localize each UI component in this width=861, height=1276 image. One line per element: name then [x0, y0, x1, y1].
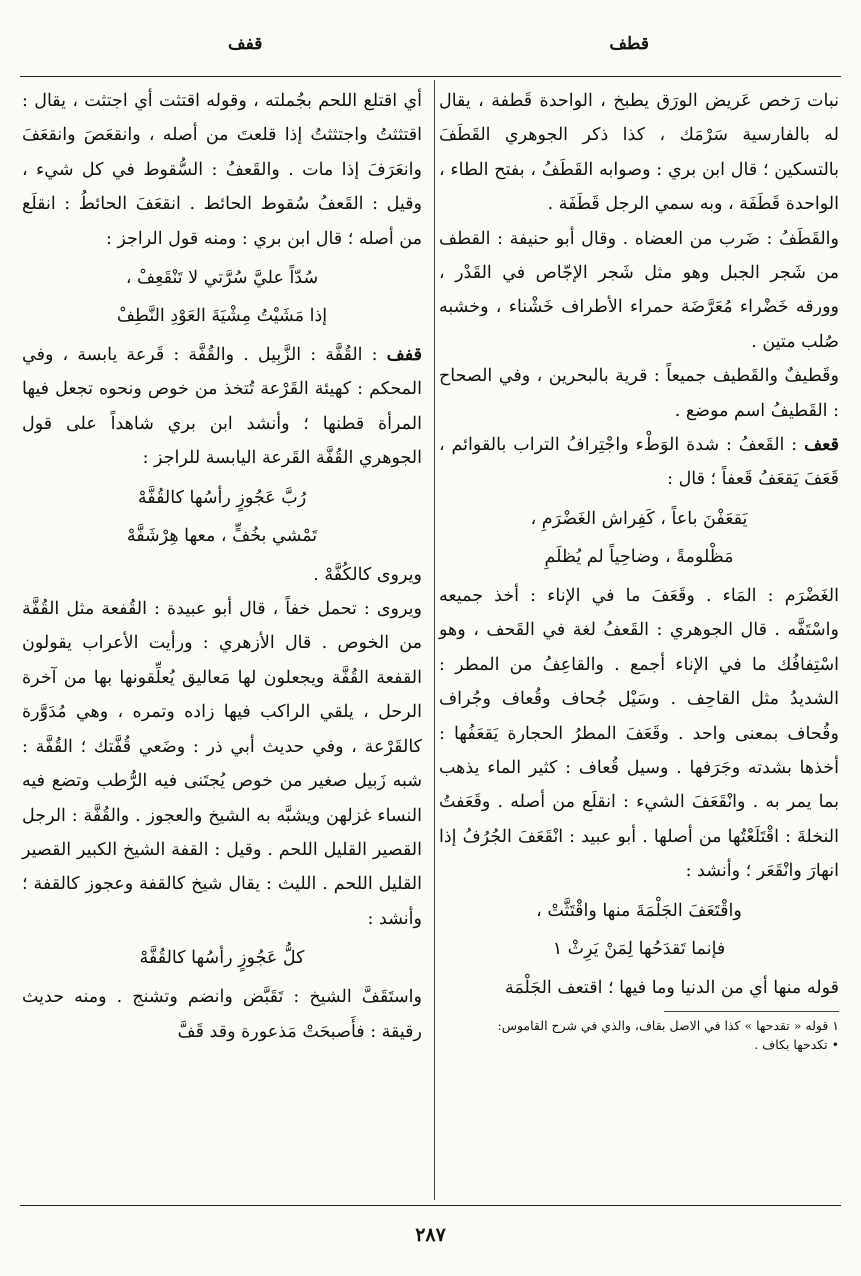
verse-line: إذا مَشَيْتُ مِشْيَةَ العَوْدِ النَّطِفْ — [116, 306, 328, 327]
paragraph: والقَطَفُ : ضَرب من العضاه . وقال أبو حنيفة : القطف من شَجر الجبل وهو مثل شَجر الإجّاص في القَدْر ، وورقه خَضْراء مُعَرَّضَة حمراء الأطراف خَشْناء ، وخشبه صُلب متين . — [439, 228, 839, 352]
bottom-rule — [20, 1205, 841, 1206]
verse-line: رُبَّ عَجُوزٍ رأسُها كالقُفَّهْ — [137, 487, 307, 508]
paragraph: الغَضْرَم : المَاء . وقَعَفَ ما في الإناء : أخذ جميعه واسْتَفَّه . قال الجوهري : القَعفُ لغة في القَحف ، وهو اسْتِفافُك ما في الإناء أجمع . والقاعِفُ من المطر : الشديدُ مثل القاحِف . وسَيْل جُحاف وقُعاف وجُراف وقُحاف بمعنى واحد . وقَعَفَ المطرُ الحجارة يَقعَفُها : أخذها بشدته وجَرَفها . وسيل قُعاف : كثير الماء يذهب بما يمر به . وانْقَعَفَ الشيء : انقلَع من أصله . وقَعَفتُ النخلةَ : اقْتَلَعْتُها من أصلها . أبو عبيد : انْقَعَفَ الجُرُفُ إذا انهارَ وانْقَعَر ؛ وأنشد : — [439, 585, 839, 882]
header-left-word: قفف — [228, 34, 263, 54]
paragraph: ويروى كالكُفَّهْ . — [313, 564, 422, 585]
entry-text: : القَعفُ : شدة الوَطْء واجْتِرافُ التراب بالقوائم ، قَعَفَ يَقعَفُ قَعفاً ؛ قال : — [439, 435, 839, 490]
paragraph: أي اقتلع اللحم بجُملته ، وقوله اقتثت أي اجتثت ، يقال : اقتثثتُ واجتثثتُ إذا قلعتَ من أصله ، وانقعَصَ وانقعَفَ وانعَرَفَ إذا مات . والقَعفُ : السُّقوط في كل شيء ، وقيل : القَعفُ سُقوط الحائط . انقعَفَ الحائطُ : انقلَع من أصله ؛ قال ابن بري : ومنه قول الراجز : — [22, 91, 422, 249]
top-rule — [20, 76, 841, 77]
entry-headword: قعف — [804, 435, 839, 456]
verse-line: سُدّاً عليَّ سُرَّتي لا تَنْقَعِفْ ، — [125, 268, 319, 289]
entry-paragraph — [22, 338, 422, 476]
verse-line: تَمْشي بخُفٍّ ، معها هِرْشَفَّهْ — [126, 525, 318, 546]
verse-line: كلُّ عَجُوزٍ رأسُها كالقُفَّهْ — [139, 948, 305, 969]
entry-paragraph — [439, 428, 839, 497]
paragraph: واستَقَفَّ الشيخ : تَقَبَّض وانضم وتشنج . ومنه حديث رقيقة : فأَصبحَتْ مَذعورة وقد قَفَّ — [22, 987, 422, 1042]
column-divider — [434, 80, 435, 1200]
verse-line: يَقعَفْنَ باعاً ، كَفِراش الغَضْرَمِ ، — [530, 508, 748, 529]
paragraph: قوله منها أي من الدنيا وما فيها ؛ اقتعف الجَلْمَة — [505, 977, 839, 998]
verse-line: واقْتَعَفَ الجَلْمَةَ منها واقْتَثَّتْ ، — [536, 900, 742, 921]
header-right-word: قطف — [609, 34, 649, 54]
paragraph: ويروى : تحمل خفاً ، قال أبو عبيدة : القُفعة مثل القُفَّة من الخوص . قال الأزهري : ورأيت الأعراب يقولون القفعة القُفَّة ويجعلون لها مَعاليق يُعلِّقونها بها من آخرة الرحل ، يلقي الراكب فيها زاده وتمره ، وهي مُدَوَّرة كالقَرْعة ، وفي حديث أبي ذر : وضَعي قُفَّتك ؛ القُفَّة : شبه زَبيل صغير من خوص يُجتَنى فيه الرُّطب وتضع فيه النساء غزلهن ويشبَّه به الشيخ والعجوز . والقُفَّة : الرجل القصير القليل اللحم . وقيل : القفة الشيخ الكبير القصير القليل اللحم . الليث : يقال شيخ كالقفة وعجوز كالقفة ؛ وأنشد : — [22, 599, 422, 929]
footnote: ١ قوله « تقدحها » كذا في الاصل بقاف، والذي في شرح القاموس: — [497, 1017, 839, 1033]
entry-text: : القُفَّة : الزَّبِيل . والقُفَّة : قَرعة يابسة ، وفي المحكم : كهيئة القَرْعة تُتخذ من خوص ونحوه تجعل فيها المرأة قطنها ؛ وأنشد ابن بري شاهداً على قول الجوهري القُفَّة القَرعة اليابسة للراجز : — [22, 345, 422, 469]
entry-headword: قفف — [386, 345, 422, 366]
paragraph: وقَطيفٌ والقَطيف جميعاً : قرية بالبحرين ، وفي الصحاح : القَطيفُ اسم موضع . — [439, 366, 839, 421]
footnote-rule — [664, 1011, 839, 1012]
verse-line: فإنما تَقدَحُها لِمَنْ يَرِثْ ١ — [552, 938, 726, 959]
right-column — [439, 84, 839, 1054]
left-column — [22, 84, 422, 1049]
paragraph: نبات رَخص عَريض الورَق يطبخ ، الواحدة قَطفة ، يقال له بالفارسية سَرْمَك ، كذا ذكر الجوهري القَطَفَ بالتسكين ؛ قال ابن بري : وصوابه القَطَفُ ، بفتح الطاء ، الواحدة قَطَفَة ، وبه سمي الرجل قَطَفَة . — [439, 91, 839, 215]
verse-line: مَظْلومةً ، وضاحِياً لم يُظلَمِ — [544, 546, 734, 567]
footnote: • تكدحها بكاف . — [754, 1036, 839, 1052]
page-number: ٢٨٧ — [415, 1224, 446, 1246]
